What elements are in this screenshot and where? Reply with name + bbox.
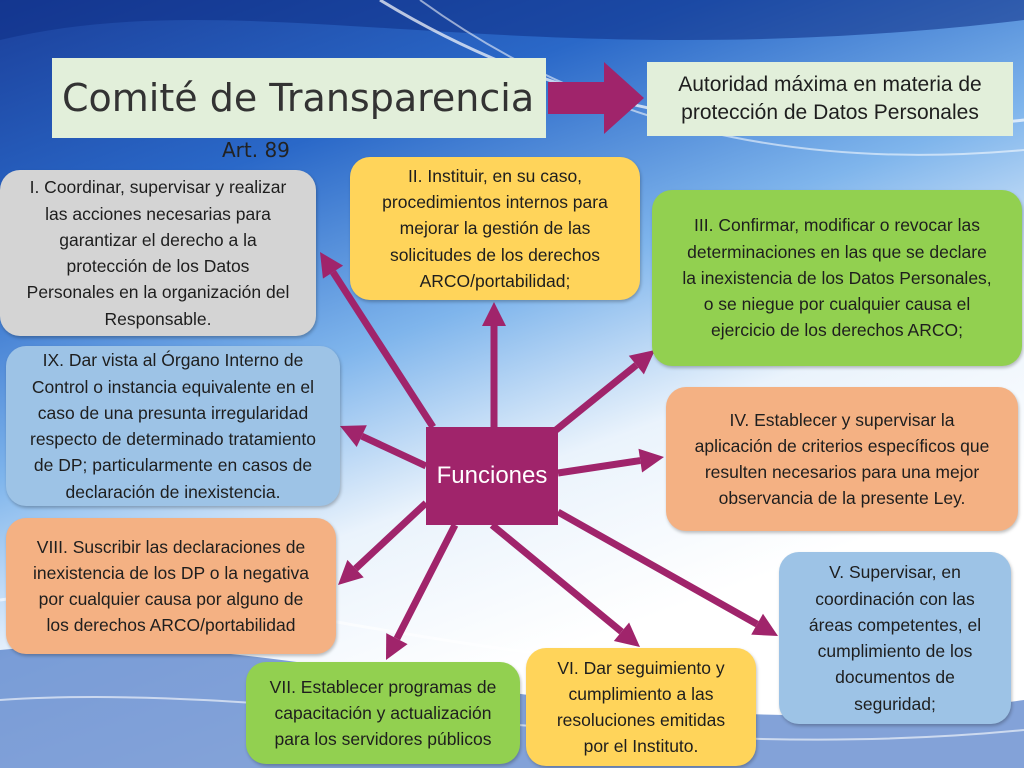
arrow-to-function-8	[338, 503, 426, 585]
function-8-box	[6, 518, 336, 654]
function-3-line: la inexistencia de los Datos Personales,	[682, 267, 992, 288]
function-1-line: Personales en la organización del	[26, 282, 290, 303]
function-2-text	[382, 163, 608, 294]
function-6-line: VI. Dar seguimiento y	[557, 657, 725, 678]
article-label: Art. 89	[222, 138, 290, 162]
function-4-line: IV. Establecer y supervisar la	[729, 409, 955, 430]
right-arrow-icon	[548, 62, 646, 134]
function-9-line: caso de una presunta irregularidad	[37, 402, 309, 423]
arrow-to-function-8-shaft	[356, 503, 426, 569]
function-9-text	[30, 347, 316, 505]
arrow-to-function-6-shaft	[492, 525, 621, 632]
function-2-line: solicitudes de los derechos	[389, 244, 601, 265]
function-9-line: IX. Dar vista al Órgano Interno de	[42, 350, 304, 371]
function-5-line: cumplimiento de los	[817, 641, 973, 661]
function-9-line: respecto de determinado tratamiento	[30, 429, 316, 449]
function-2-line: ARCO/portabilidad;	[419, 270, 571, 291]
function-6-line: cumplimiento a las	[568, 683, 714, 704]
function-4-line: observancia de la presente Ley.	[718, 488, 966, 509]
function-6-line: resoluciones emitidas	[556, 710, 726, 730]
function-1-line: Responsable.	[104, 308, 212, 329]
function-9-line: Control o instancia equivalente en el	[31, 376, 315, 397]
function-4-text	[695, 407, 990, 512]
authority-text: Autoridad máxima en materia de protección de Datos Personales	[678, 72, 982, 124]
function-4-line: aplicación de criterios específicos que	[694, 435, 990, 456]
function-5-box	[779, 552, 1011, 724]
arrow-to-function-7	[386, 525, 455, 660]
function-6-box	[526, 648, 756, 766]
center-node	[426, 427, 558, 525]
arrow-to-function-4-head	[638, 449, 664, 473]
function-3-line: determinaciones en las que se declare	[687, 241, 987, 262]
arrow-to-function-9-shaft	[362, 436, 426, 466]
function-8-text	[33, 534, 309, 639]
arrow-to-function-4	[558, 449, 664, 473]
function-5-line: coordinación con las	[815, 588, 975, 609]
function-3-box	[652, 190, 1022, 366]
function-9-line: declaración de inexistencia.	[65, 481, 281, 502]
center-label: Funciones	[436, 462, 548, 489]
function-8-line: VIII. Suscribir las declaraciones de	[36, 536, 306, 557]
function-3-line: o se niegue por cualquier causa el	[703, 294, 971, 315]
function-6-text	[557, 655, 725, 760]
arrow-to-function-2	[482, 302, 506, 427]
function-2-line: mejorar la gestión de las	[399, 218, 591, 239]
function-2-line: II. Instituir, en su caso,	[407, 165, 583, 186]
function-5-text	[809, 559, 981, 717]
function-1-text	[27, 174, 290, 332]
function-2-box	[350, 157, 640, 300]
arrow-to-function-4-shaft	[558, 461, 640, 473]
function-7-line: para los servidores públicos	[274, 729, 492, 750]
arrow-to-function-3-shaft	[556, 365, 636, 430]
function-8-line: por cualquier causa por alguno de	[38, 589, 304, 609]
arrow-to-function-9	[340, 425, 426, 466]
function-1-line: protección de los Datos	[66, 256, 250, 276]
function-5-line: V. Supervisar, en	[829, 562, 961, 583]
function-7-line: VII. Establecer programas de	[269, 676, 497, 697]
function-1-box	[0, 170, 316, 336]
arrow-to-function-3	[556, 350, 655, 430]
function-6-line: por el Instituto.	[583, 736, 699, 757]
arrow-to-function-2-head	[482, 302, 506, 326]
function-7-line: capacitación y actualización	[274, 702, 492, 723]
function-3-line: ejercicio de los derechos ARCO;	[711, 320, 963, 341]
function-9-box	[6, 346, 340, 506]
function-5-line: seguridad;	[854, 693, 936, 714]
function-3-text	[682, 212, 991, 343]
function-4-box	[666, 387, 1018, 531]
authority-box	[647, 62, 1013, 136]
function-8-line: los derechos ARCO/portabilidad	[46, 615, 296, 636]
title-box	[52, 58, 546, 138]
function-1-line: I. Coordinar, supervisar y realizar	[29, 177, 287, 198]
function-1-line: garantizar el derecho a la	[59, 229, 257, 250]
function-7-text	[270, 674, 497, 753]
function-5-line: áreas competentes, el	[808, 614, 982, 635]
function-9-line: de DP; particularmente en casos de	[33, 455, 313, 476]
function-7-box	[246, 662, 520, 764]
function-3-line: III. Confirmar, modificar o revocar las	[694, 215, 980, 236]
arrow-to-function-7-shaft	[397, 525, 455, 639]
function-2-line: procedimientos internos para	[382, 192, 608, 213]
function-8-line: inexistencia de los DP o la negativa	[33, 562, 309, 583]
function-1-line: las acciones necesarias para	[45, 203, 271, 224]
function-4-line: resulten necesarios para una mejor	[704, 462, 980, 482]
page-title: Comité de Transparencia	[62, 76, 535, 120]
function-5-line: documentos de	[835, 667, 955, 688]
